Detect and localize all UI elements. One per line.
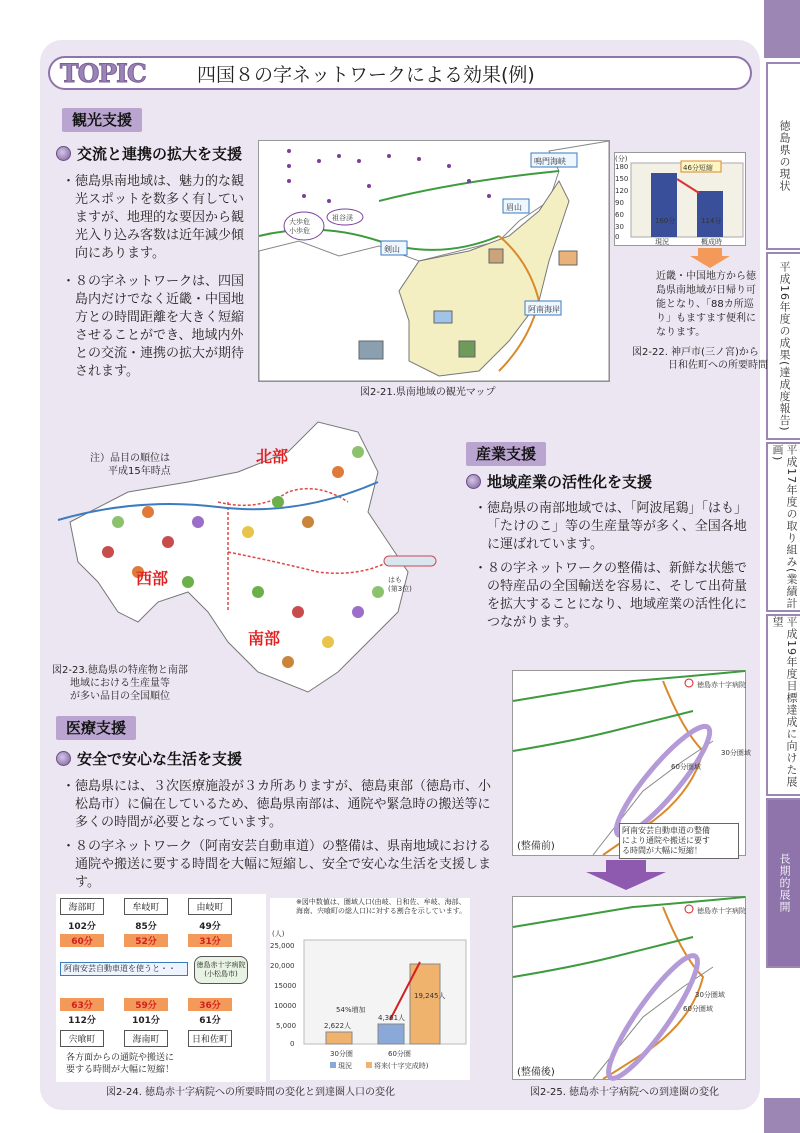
legend-future: 将来(十字完成時) (374, 1062, 429, 1070)
tourism-text (62, 173, 248, 387)
zone-30-label: 30分圏域 (721, 749, 751, 757)
section-industry: 産業支援 (466, 442, 546, 466)
topic-label: TOPIC (60, 59, 146, 88)
map-note-1: 注）品目の順位は (90, 453, 170, 464)
value-30-current: 2,622人 (324, 1022, 352, 1030)
map-note-2: 平成15年時点 (108, 466, 171, 477)
label-tsurugi: 剣山 (384, 245, 400, 254)
tab-h16-results[interactable] (766, 252, 800, 440)
population-chart (270, 898, 470, 1080)
y-tick: 10000 (274, 1002, 297, 1010)
reach-map-after (512, 896, 746, 1080)
y-tick: 60 (615, 211, 624, 219)
reduction-label: 46分短縮 (683, 164, 713, 172)
tab-long-term[interactable] (766, 798, 800, 968)
tourism-map-caption: 図2-21.県南地域の観光マップ (360, 387, 496, 398)
value-60-future: 19,245人 (414, 992, 446, 1000)
tab-label: 平成16年度の成果(達成度報告) (778, 260, 791, 432)
medical-subhead-text: 安全で安心な生活を支援 (77, 750, 243, 768)
industry-subhead (466, 471, 652, 492)
zone-60-label: 60分圏域 (671, 763, 701, 771)
map-caption-3: が多い品目の全国順位 (70, 691, 170, 702)
chart-caption-1: 図2-22. 神戸市(三ノ宮)から (632, 347, 759, 358)
hamo-label: はも (388, 576, 402, 584)
increase-label: 54%増加 (336, 1006, 366, 1014)
tab-strip-top (764, 0, 800, 58)
y-tick: 180 (615, 163, 629, 171)
paragraph: ・８の字ネットワークは、四国島内だけでなく近畿・中国地方との時間距離を大きく短縮させることができ、地域内外との交流・連携の拡大が期待されます。 (62, 274, 245, 379)
industry-subhead-text: 地域産業の活性化を支援 (487, 473, 653, 491)
town-card: 59分 101分 海南町 (124, 998, 168, 1047)
town-card: 36分 61分 日和佐町 (188, 998, 232, 1047)
hospital-label: 徳島赤十字病院 (697, 907, 746, 915)
paragraph: ・徳島県には、３次医療施設が３カ所ありますが、徳島東部（徳島市、小松島市）に偏在しているため、徳島県南部は、通院や緊急時の搬送等に多くの時間が必要となっています。 (62, 779, 492, 830)
y-tick: 0 (615, 233, 620, 241)
medical-subhead (56, 748, 242, 769)
x-label: 60分圏 (388, 1050, 411, 1058)
topic-header (48, 56, 752, 90)
bar-30-current (326, 1032, 352, 1044)
tourism-map (258, 140, 610, 382)
town-card: 63分 112分 宍喰町 (60, 998, 104, 1047)
road-label: 阿南安芸自動車道を使うと・・ (60, 962, 188, 976)
paragraph: ・徳島県南地域は、魅力的な観光スポットを数多く有していますが、地理的な要因から観光入り込み客数は近年減少傾向にあります。 (62, 174, 245, 261)
diagram-note: 各方面からの通院や搬送に 要する時間が大幅に短縮！ (66, 1053, 175, 1075)
bar-value: 160分 (655, 217, 676, 225)
region-west: 西部 (136, 569, 169, 588)
town-card: 海部町 102分 60分 (60, 898, 104, 947)
tab-label: 平成17年度の取り組み(業績計画) (771, 444, 798, 610)
y-tick: 120 (615, 187, 629, 195)
town-card: 牟岐町 85分 52分 (124, 898, 168, 947)
pop-yticks (270, 942, 296, 1048)
down-arrow-icon (690, 248, 730, 268)
y-tick: 15000 (274, 982, 297, 990)
tab-label: 長期的展開 (778, 853, 791, 913)
medical-caption-1: 図2-24. 徳島赤十字病院への所要時間の変化と到達圏人口の変化 (106, 1087, 396, 1098)
section-medical: 医療支援 (56, 716, 136, 740)
tab-h17-plan[interactable] (766, 442, 800, 612)
tourism-subhead (56, 143, 242, 164)
bar-value: 114分 (701, 217, 722, 225)
label-oboke: 大歩危 (289, 218, 310, 226)
bar-current (651, 173, 677, 237)
paragraph: ・徳島県の南部地域では、「阿波尾鶏」「はも」「たけのこ」等の生産量等が多く、全国各地に運ばれています。 (474, 501, 748, 552)
bar-60-current (378, 1024, 404, 1044)
chart-note: 近畿・中国地方から徳島県南地域が日帰り可能となり、「88カ所巡り」もますます便利になります。 (656, 271, 756, 338)
y-tick: 150 (615, 175, 629, 183)
hospital-box: 徳島赤十字病院 (小松島市) (194, 956, 248, 984)
zone-60-label: 60分圏域 (683, 1005, 713, 1013)
label-naruto: 鳴門海峡 (534, 157, 566, 166)
map-caption-2: 地域における生産量等 (70, 678, 170, 689)
reach-map-before (512, 670, 751, 856)
y-tick: 20,000 (270, 962, 295, 970)
bar-label: 概成時 (701, 238, 722, 246)
hospital-label: 徳島赤十字病院 (697, 681, 746, 689)
paragraph: ・８の字ネットワークの整備は、新鮮な状態での特産品の全国輸送を容易に、そして出荷量を拡大することになり、地域産業の活性化につながります。 (474, 561, 748, 630)
y-tick: 0 (290, 1040, 295, 1048)
svg-text:(第3位): (第3位) (388, 585, 412, 593)
bullet-icon (56, 146, 71, 161)
tab-label: 徳島県の現状 (778, 120, 791, 192)
y-tick: 5,000 (276, 1022, 297, 1030)
pop-yunit: (人) (272, 930, 285, 938)
svg-text:小歩危: 小歩危 (289, 227, 310, 235)
map-before-label: (整備前) (517, 841, 555, 852)
town-card: 由岐町 49分 31分 (188, 898, 232, 947)
tab-current-status[interactable] (766, 62, 800, 250)
x-label: 30分圏 (330, 1050, 353, 1058)
section-tourism: 観光支援 (62, 108, 142, 132)
reach-map-note: 阿南安芸自動車道の整備 により通院や搬送に要す る時間が大幅に短縮！ (619, 823, 739, 859)
bullet-icon (56, 751, 71, 766)
medical-text (62, 778, 502, 898)
value-60-current: 4,361人 (378, 1014, 406, 1022)
y-ticks (615, 163, 628, 241)
y-tick: 25,000 (270, 942, 295, 950)
tab-strip-bottom (764, 1098, 800, 1133)
bullet-icon (466, 474, 481, 489)
y-tick: 90 (615, 199, 624, 207)
tab-label: 平成19年度目標達成に向けた展望 (771, 616, 798, 788)
label-bizan: 眉山 (506, 203, 522, 212)
pop-chart-note: ※図中数値は、圏域人口(由岐、日和佐、牟岐、海部、海南、宍喰町の総人口)に対する割合を示しています。 (296, 898, 467, 915)
travel-time-chart (614, 152, 746, 246)
chart-caption-2: 日和佐町への所要時間 (668, 360, 768, 371)
paragraph: ・８の字ネットワーク（阿南安芸自動車道）の整備は、県南地域における通院や搬送に要する時間を大幅に短縮し、安全で安心な生活を支援します。 (62, 839, 492, 890)
chapter-tabs (764, 0, 800, 1133)
towns-bottom (60, 998, 232, 1047)
industry-text (474, 500, 754, 638)
y-tick: 30 (615, 223, 624, 231)
legend-current: 現況 (338, 1062, 352, 1070)
zone-30-label: 30分圏域 (695, 991, 725, 999)
tab-h19-outlook[interactable] (766, 614, 800, 796)
towns-top (60, 898, 232, 947)
map-caption-1: 図2-23.徳島県の特産物と南部 (52, 665, 188, 676)
chart-ylabel: (分) (615, 155, 628, 163)
bar-label: 現況 (655, 238, 669, 246)
bar-future (697, 191, 723, 237)
page-title: 四国８の字ネットワークによる効果(例) (197, 64, 535, 86)
region-south: 南部 (248, 629, 281, 648)
label-iya: 祖谷渓 (332, 214, 353, 222)
region-north: 北部 (256, 447, 289, 466)
label-anan: 阿南海岸 (528, 305, 560, 314)
map-after-label: (整備後) (517, 1067, 555, 1078)
bar-60-future (410, 964, 440, 1044)
tourism-subhead-text: 交流と連携の拡大を支援 (77, 145, 243, 163)
travel-time-diagram (56, 894, 266, 1082)
medical-caption-2: 図2-25. 徳島赤十字病院への到達圏の変化 (530, 1087, 720, 1098)
down-arrow-icon (586, 860, 666, 890)
